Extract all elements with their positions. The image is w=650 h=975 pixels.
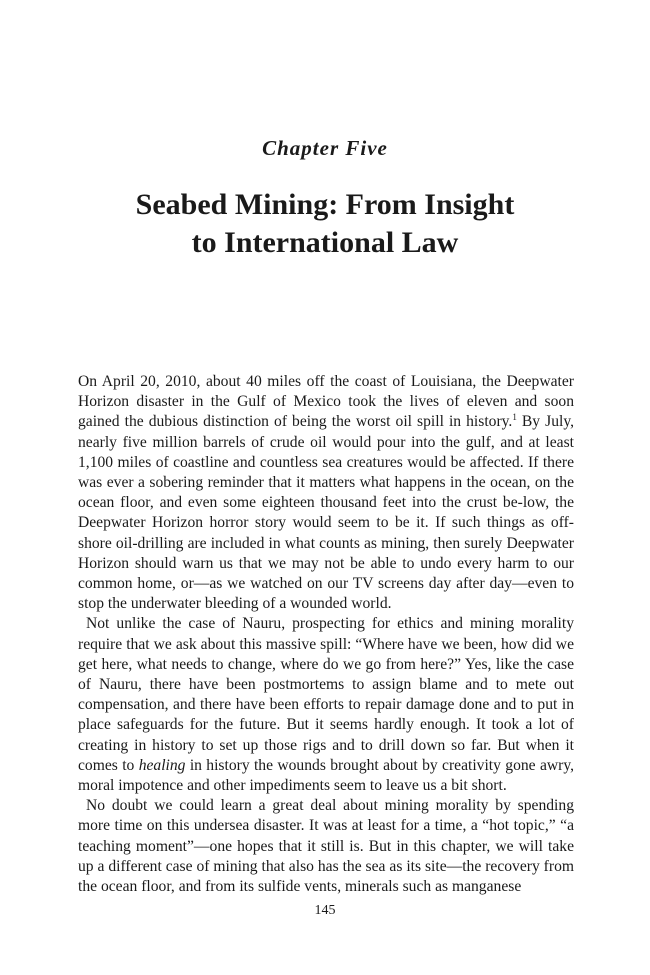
paragraph-2-text-b: in history the wounds brought about by creativity gone awry, moral impotence and other impediments seem to leave us a bit short. (78, 756, 575, 795)
paragraph-2-text-a: Not unlike the case of Nauru, prospecting for ethics and mining morality require that we ask about this massive spill: “Where have we been, how did we get here, what needs to change, where do we go from here?” Yes, like the case of Nauru, there have been postmortems to assign blame and to mete out compensation, and there have been efforts to repair damage done and to put in place safeguards for the future. But it seems hardly enough. It took a lot of creating in history to set up those rigs and to drill down so far. But when it comes to (78, 615, 574, 774)
paragraph-1 (78, 372, 574, 614)
paragraph-2 (78, 614, 574, 796)
paragraph-1-text-b: By July, nearly five million barrels of crude oil would pour into the gulf, and at least 1,100 miles of coastline and countless sea creatures would be affected. If there was ever a sobering reminder that it matters what happens in the ocean, on the ocean floor, and even some eighteen thousand feet into the crust be-low, the Deepwater Horizon horror story would seem to be it. If such things as off-shore oil-drilling are included in what counts as mining, then surely Deepwater Horizon should warn us that we may not be able to undo every harm to our common home, or—as we watched on our TV screens day after day—even to stop the underwater bleeding of a wounded world. (78, 413, 575, 613)
body-text (78, 372, 574, 897)
chapter-label: Chapter Five (262, 136, 388, 160)
chapter-title-line-1: Seabed Mining: From Insight (135, 188, 515, 221)
page-number: 145 (314, 903, 336, 918)
chapter-title (0, 186, 650, 262)
paragraph-3: No doubt we could learn a great deal about mining morality by spending more time on this undersea disaster. It was at least for a time, a “hot topic,” “a teaching moment”—one hopes that it still is. But in this chapter, we will take up a different case of mining that also has the sea as its site—the recovery from the ocean floor, and from its sulfide vents, minerals such as manganese (78, 797, 574, 896)
footnote-marker: 1 (512, 412, 517, 423)
chapter-title-line-2: to International Law (191, 226, 459, 259)
paragraph-1-text-a: On April 20, 2010, about 40 miles off the coast of Louisiana, the Deepwater Horizon disaster in the Gulf of Mexico took the lives of eleven and soon gained the dubious distinction of being the worst oil spill in history. (78, 373, 574, 431)
emphasis-healing: healing (138, 756, 186, 774)
